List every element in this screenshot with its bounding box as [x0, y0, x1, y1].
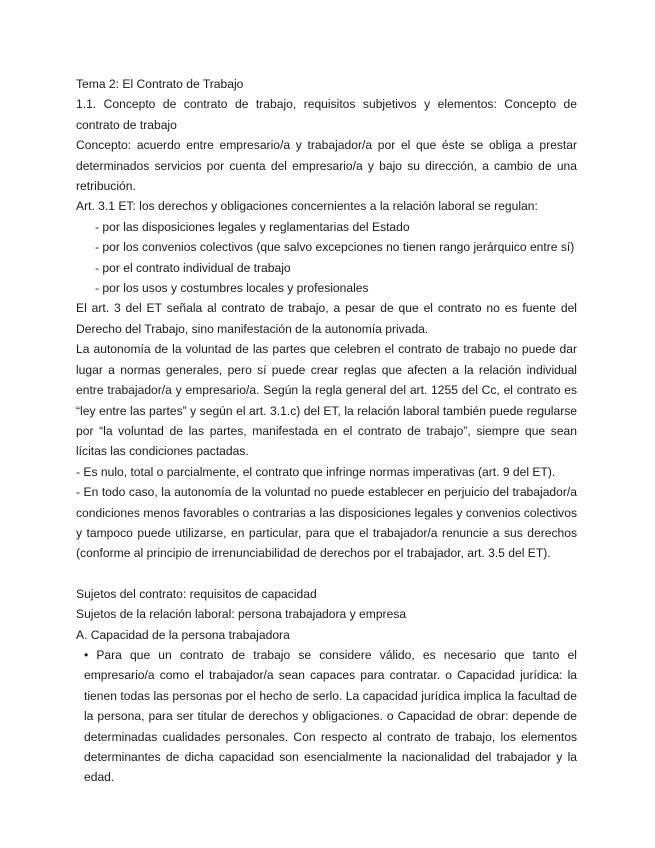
art-list-item: - por el contrato individual de trabajo	[95, 260, 291, 275]
art-list-item: - por los convenios colectivos (que salvo excepciones no tienen rango jerárquico entre sí)	[95, 240, 575, 255]
spacer	[76, 564, 577, 584]
capacity-heading: A. Capacidad de la persona trabajadora	[76, 627, 290, 642]
document-title: Tema 2: El Contrato de Trabajo	[76, 77, 244, 91]
subjects-heading: Sujetos del contrato: requisitos de capacidad	[76, 586, 317, 601]
null-contract-paragraph: - Es nulo, total o parcialmente, el contrato que infringe normas imperativas (art. 9 del ET).	[76, 464, 556, 479]
art-intro: Art. 3.1 ET: los derechos y obligaciones concernientes a la relación laboral se regulan:	[76, 199, 538, 214]
art-list-item: - por las disposiciones legales y reglamentarias del Estado	[95, 219, 410, 234]
section-heading: 1.1. Concepto de contrato de trabajo, requisitos subjetivos y elementos: Concepto de contrato de trabajo	[76, 97, 577, 132]
art3-paragraph: El art. 3 del ET señala al contrato de trabajo, a pesar de que el contrato no es fuente del Derecho del Trabajo, sino manifestación de la autonomía privada.	[76, 301, 577, 336]
capacity-bullet: • Para que un contrato de trabajo se considere válido, es necesario que tanto el empresario/a como el trabajador/a sean capaces para contratar. o Capacidad jurídica: la tienen todas las personas por el hecho de serlo. La capacidad jurídica implica la facultad de la persona, para ser titular de derechos y obligaciones. o Capacidad de obrar: depende de determinadas cualidades personales. Con respecto al contrato de trabajo, los elementos determinantes de dicha capacidad son esencialmente la nacionalidad del trabajador y la edad.	[84, 647, 577, 785]
concept-paragraph: Concepto: acuerdo entre empresario/a y trabajador/a por el que éste se obliga a prestar determinados servicios por cuenta del empresario/a y bajo su dirección, a cambio de una retribución.	[76, 138, 577, 194]
any-case-paragraph: - En todo caso, la autonomía de la voluntad no puede establecer en perjuicio del trabajador/a condiciones menos favorables o contrarias a las disposiciones legales y convenios colectivos y tampoco puede utilizarse, en particular, para que el trabajador/a renuncie a sus derechos (conforme al principio de irrenunciabilidad de derechos por el trabajador, art. 3.5 del ET).	[76, 485, 577, 561]
art-list-item: - por los usos y costumbres locales y profesionales	[95, 281, 369, 296]
subjects-subheading: Sujetos de la relación laboral: persona trabajadora y empresa	[76, 607, 407, 622]
autonomy-paragraph: La autonomía de la voluntad de las partes que celebren el contrato de trabajo no puede dar lugar a normas generales, pero sí puede crear reglas que afecten a la relación individual entre trabajador/a y empresario/a. Según la regla general del art. 1255 del Cc, el contrato es “ley entre las partes” y según el art. 3.1.c) del ET, la relación laboral también puede regularse por “la voluntad de las partes, manifestada en el contrato de trabajo”, siempre que sean lícitas las condiciones pactadas.	[76, 342, 577, 459]
document-page	[76, 74, 577, 788]
